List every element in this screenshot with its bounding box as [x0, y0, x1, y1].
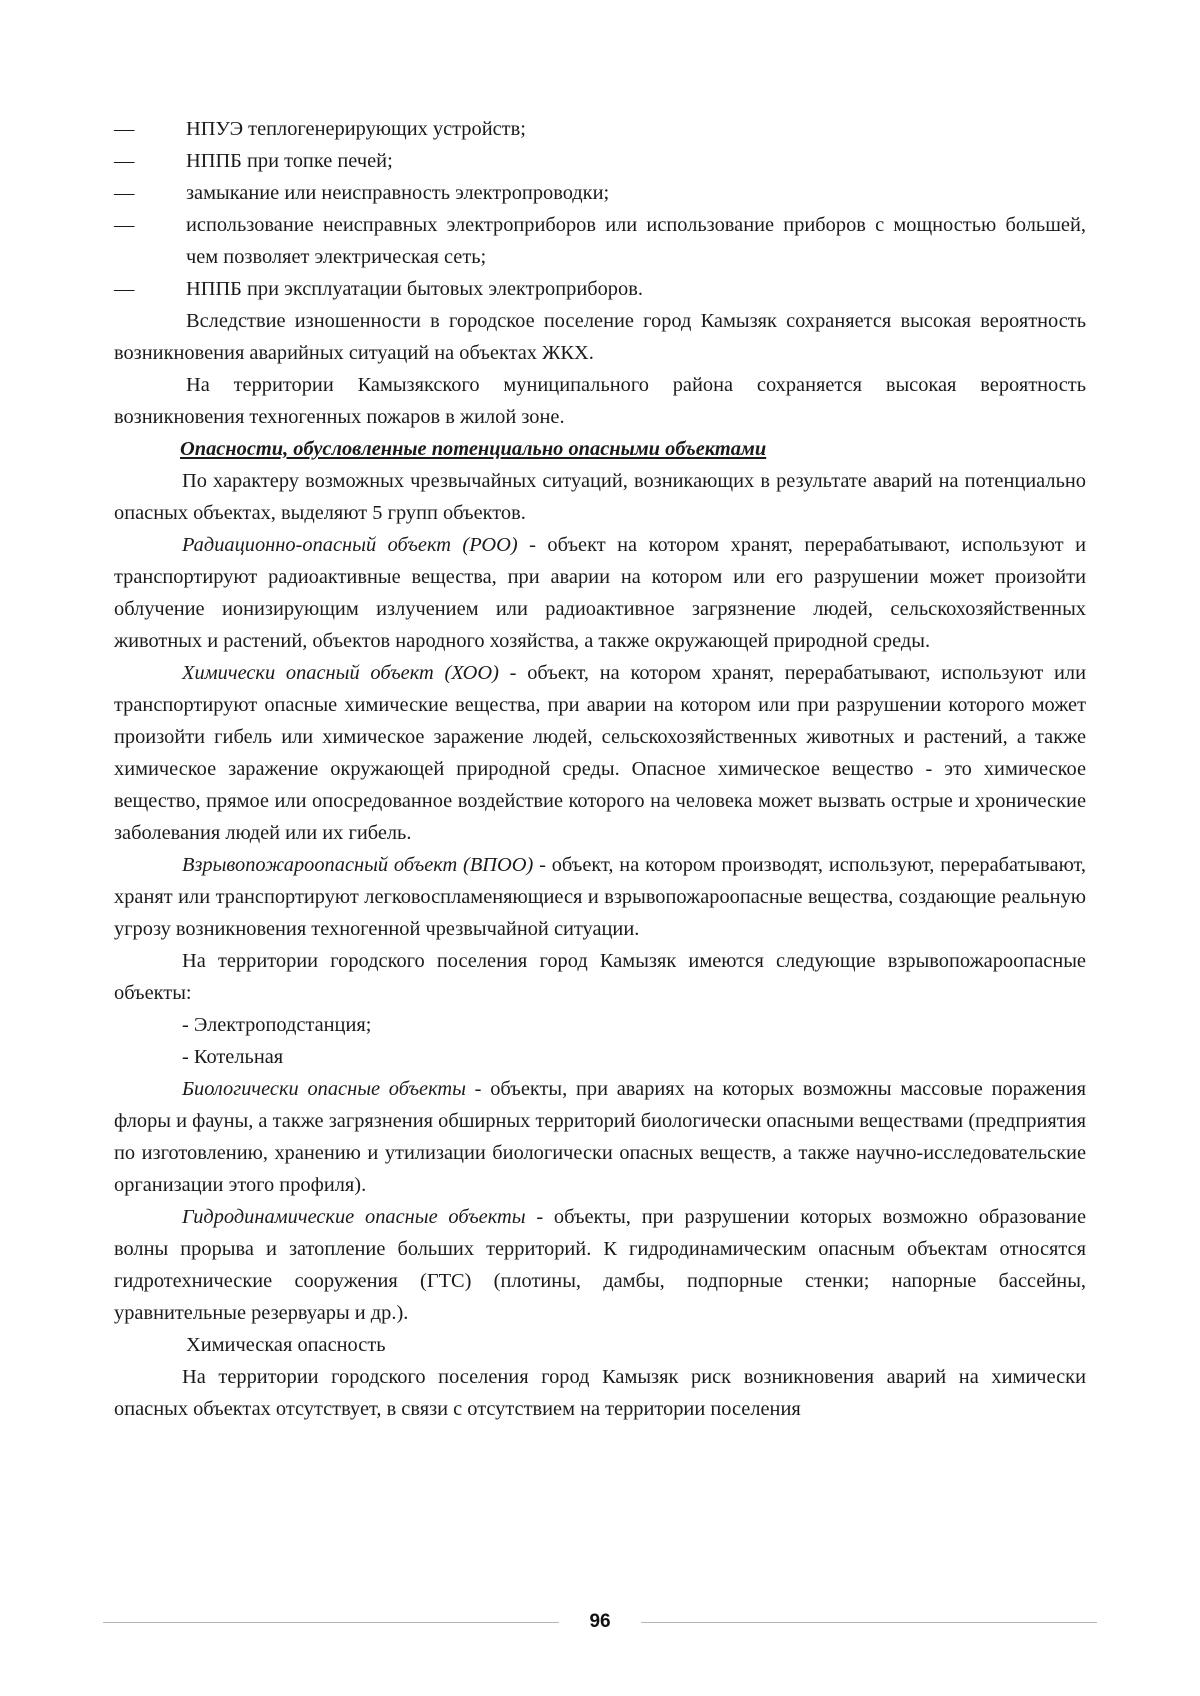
explosive-object-item: - Котельная: [182, 1046, 284, 1068]
bullet-dash: —: [114, 150, 135, 172]
bullet-item: [114, 177, 1086, 209]
footer-rule-right: [641, 1622, 1097, 1623]
paragraph-hydro: [114, 1201, 1086, 1329]
bullet-dash: —: [114, 118, 135, 140]
bullet-item: [114, 145, 1086, 177]
bullet-text: НПУЭ теплогенерирующих устройств;: [186, 118, 526, 140]
bullet-text: использование неисправных электроприборов или использование приборов с мощностью большей, чем позволяет электрическая сеть;: [186, 214, 1086, 268]
term-hoo: Химически опасный объект (ХОО): [182, 662, 499, 684]
bullet-dash: —: [114, 182, 135, 204]
definition-hydro: - объекты, при разрушении которых возможно образование волны прорыва и затопление больших территорий. К гидродинамическим опасным объектам относятся гидротехнические сооружения (ГТС) (плотины, дамбы, подпорные стенки; напорные бассейны, уравнительные резервуары и др.).: [114, 1206, 1086, 1324]
page-number: 96: [589, 1611, 611, 1632]
bullet-item: [114, 209, 1086, 273]
paragraph-chem: На территории городского поселения город Камызяк риск возникновения аварий на химически опасных объектах отсутствует, в связи с отсутствием на территории поселения: [114, 1366, 1086, 1420]
page-footer: [103, 1608, 1097, 1636]
term-bio: Биологически опасные объекты: [182, 1078, 466, 1100]
paragraph-hoo: [114, 657, 1086, 849]
footer-rule-left: [103, 1622, 559, 1623]
bullet-item: [114, 113, 1086, 145]
paragraph-wear: Вследствие изношенности в городское поселение город Камызяк сохраняется высокая вероятность возникновения аварийных ситуаций на объектах ЖКХ.: [114, 310, 1086, 364]
explosive-object-item: - Электроподстанция;: [182, 1014, 372, 1036]
definition-hoo: - объект, на котором хранят, перерабатывают, используют или транспортируют опасные химические вещества, при аварии на котором или при разрушении которого может произойти гибель или химическое заражение людей, сельскохозяйственных животных и растений, а также химическое заражение окружающей природной среды. Опасное химическое вещество - это химическое вещество, прямое или опосредованное воздействие которого на человека может вызвать острые и хронические заболевания людей или их гибель.: [114, 662, 1086, 844]
paragraph-groups: По характеру возможных чрезвычайных ситуаций, возникающих в результате аварий на потенциально опасных объектах, выделяют 5 групп объектов.: [114, 470, 1086, 524]
bullet-item: [114, 273, 1086, 305]
bullet-text: НППБ при топке печей;: [186, 150, 393, 172]
bullet-dash: —: [114, 214, 135, 236]
section-heading: Опасности, обусловленные потенциально опасными объектами: [180, 438, 767, 460]
bullet-text: НППБ при эксплуатации бытовых электроприборов.: [186, 278, 643, 300]
definition-vpoo: - объект, на котором производят, используют, перерабатывают, хранят или транспортируют легковоспламеняющиеся и взрывопожароопасные вещества, создающие реальную угрозу возникновения техногенной чрезвычайной ситуации.: [114, 854, 1087, 940]
paragraph-explosive: На территории городского поселения город Камызяк имеются следующие взрывопожароопасные объекты:: [114, 950, 1086, 1004]
term-roo: Радиационно-опасный объект (РОО): [182, 534, 518, 556]
paragraph-fires: На территории Камызякского муниципального района сохраняется высокая вероятность возникновения техногенных пожаров в жилой зоне.: [114, 374, 1086, 428]
paragraph-vpoo: [114, 849, 1086, 945]
page-body: [114, 113, 1086, 1425]
bullet-dash: —: [114, 278, 135, 300]
paragraph-bio: [114, 1073, 1086, 1201]
bullet-text: замыкание или неисправность электропроводки;: [186, 182, 610, 204]
definition-roo: - объект на котором хранят, перерабатывают, используют и транспортируют радиоактивные вещества, при аварии на котором или его разрушении может произойти облучение ионизирующим излучением или радиоактивное загрязнение людей, сельскохозяйственных животных и растений, объектов народного хозяйства, а также окружающей природной среды.: [114, 534, 1086, 652]
paragraph-roo: [114, 529, 1086, 657]
term-vpoo: Взрывопожароопасный объект (ВПОО): [182, 854, 534, 876]
definition-bio: - объекты, при авариях на которых возможны массовые поражения флоры и фауны, а также загрязнения обширных территорий биологически опасными веществами (предприятия по изготовлению, хранению и утилизации биологически опасных веществ, а также научно-исследовательские организации этого профиля).: [114, 1078, 1086, 1196]
subsection-title: Химическая опасность: [186, 1334, 386, 1356]
term-hydro: Гидродинамические опасные объекты: [182, 1206, 526, 1228]
